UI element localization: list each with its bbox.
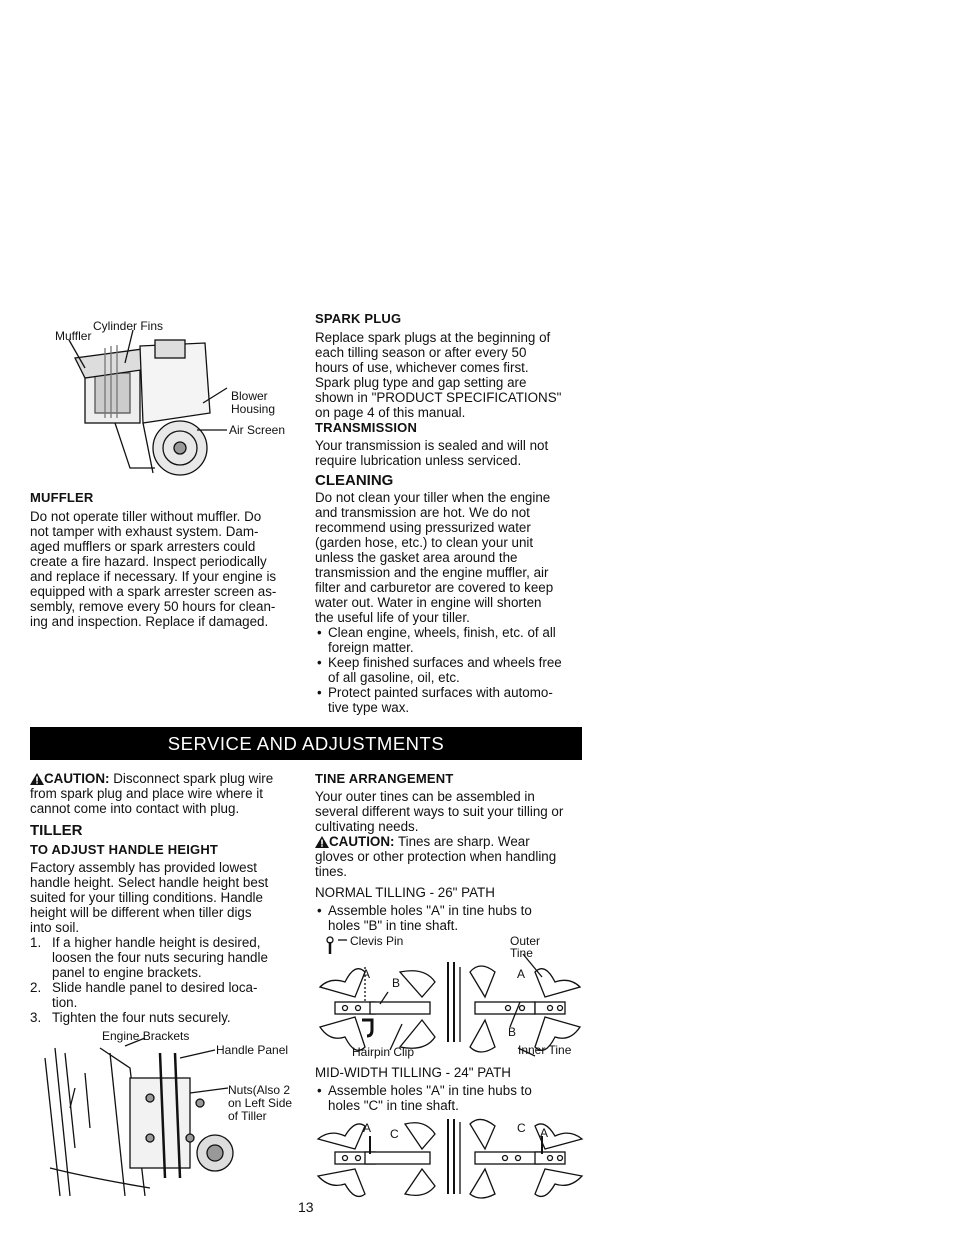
muffler-line: ing and inspection. Replace if damaged.	[30, 614, 269, 629]
tine-caution-text: Tines are sharp. Wear	[397, 834, 530, 849]
engine-brackets-label: Engine Brackets	[102, 1029, 190, 1043]
tiller-line: into soil.	[30, 920, 80, 935]
tiller-heading: TILLER	[30, 822, 83, 839]
muffler-section	[30, 490, 300, 629]
nuts-label-line2: on Left Side	[228, 1096, 293, 1110]
mid-width-section	[315, 1065, 595, 1113]
tiller-line: height will be different when tiller digs	[30, 905, 252, 920]
cleaning-line: Do not clean your tiller when the engine	[315, 490, 551, 505]
transmission-line: Your transmission is sealed and will not	[315, 438, 549, 453]
cleaning-line: water out. Water in engine will shorten	[315, 595, 542, 610]
handle-height-heading: TO ADJUST HANDLE HEIGHT	[30, 842, 219, 857]
blower-label: Blower	[231, 389, 268, 403]
cleaning-line: filter and carburetor are covered to keep	[315, 580, 554, 595]
muffler-line: create a fire hazard. Inspect periodically	[30, 554, 267, 569]
spark-plug-line: hours of use, whichever comes first.	[315, 360, 529, 375]
cleaning-line: transmission and the engine muffler, air	[315, 565, 549, 580]
spark-plug-line: on page 4 of this manual.	[315, 405, 466, 420]
tine-label: Tine	[510, 946, 533, 960]
muffler-line: equipped with a spark arrester screen as-	[30, 584, 277, 599]
right-upper-column	[315, 311, 590, 715]
caution-text: Disconnect spark plug wire	[113, 771, 274, 786]
transmission-line: require lubrication unless serviced.	[315, 453, 522, 468]
cleaning-line: recommend using pressurized water	[315, 520, 531, 535]
caution-line: cannot come into contact with plug.	[30, 801, 240, 816]
cleaning-heading: CLEANING	[315, 472, 394, 489]
list-item: • Assemble holes "A" in tine hubs to holes "C" in tine shaft.	[315, 1083, 595, 1113]
air-screen-label: Air Screen	[229, 423, 286, 437]
muffler-line: aged mufflers or spark arresters could	[30, 539, 256, 554]
mid-width-list	[315, 1083, 595, 1113]
hole-a-left-label: A	[362, 967, 371, 981]
hole-c-right-label: C	[517, 1121, 526, 1135]
engine-figure	[55, 318, 295, 478]
muffler-line: and replace if necessary. If your engine is	[30, 569, 277, 584]
list-item: • Protect painted surfaces with automo- tive type wax.	[315, 685, 590, 715]
caution-paragraph	[30, 771, 300, 786]
hole-b-right-label: B	[508, 1025, 517, 1039]
nuts-label-line1: Nuts(Also 2	[228, 1083, 291, 1097]
tine-caution-paragraph	[315, 834, 595, 849]
tine-line: cultivating needs.	[315, 819, 419, 834]
muffler-label: Muffler	[55, 329, 92, 343]
cleaning-line: the useful life of your tiller.	[315, 610, 470, 625]
tine-caution-line: tines.	[315, 864, 348, 879]
muffler-line: Do not operate tiller without muffler. Do	[30, 509, 262, 524]
spark-plug-line: each tilling season or after every 50	[315, 345, 527, 360]
muffler-line: not tamper with exhaust system. Dam-	[30, 524, 259, 539]
right-lower-column	[315, 771, 595, 933]
muffler-heading: MUFFLER	[30, 490, 94, 505]
cleaning-line: and transmission are hot. We do not	[315, 505, 530, 520]
tiller-line: suited for your tilling conditions. Handle	[30, 890, 263, 905]
warning-triangle-icon	[315, 836, 329, 848]
normal-tilling-list	[315, 903, 595, 933]
list-item: 2. Slide handle panel to desired loca- tion.	[30, 980, 258, 1010]
mid-width-heading: MID-WIDTH TILLING - 24" PATH	[315, 1065, 511, 1080]
hole-a-left-label: A	[363, 1121, 372, 1135]
hole-c-left-label: C	[390, 1127, 399, 1141]
page-number: 13	[298, 1199, 314, 1215]
cylinder-fins-label: Cylinder Fins	[93, 319, 164, 333]
hole-b-left-label: B	[392, 976, 401, 990]
normal-tilling-heading: NORMAL TILLING - 26" PATH	[315, 885, 495, 900]
cleaning-line: (garden hose, etc.) to clean your unit	[315, 535, 534, 550]
tiller-line: Factory assembly has provided lowest	[30, 860, 257, 875]
tine-caution-label: CAUTION:	[329, 834, 395, 849]
outer-label: Outer	[510, 934, 541, 948]
spark-plug-line: shown in "PRODUCT SPECIFICATIONS"	[315, 390, 562, 405]
section-banner: SERVICE AND ADJUSTMENTS	[30, 727, 582, 760]
list-item: • Assemble holes "A" in tine hubs to holes "B" in tine shaft.	[315, 903, 595, 933]
left-lower-column	[30, 771, 300, 1025]
tine-line: several different ways to suit your tilling or	[315, 804, 564, 819]
tine-arrangement-heading: TINE ARRANGEMENT	[315, 771, 454, 786]
handle-figure	[30, 1028, 300, 1196]
warning-triangle-icon	[30, 773, 44, 785]
clevis-pin-label: Clevis Pin	[350, 934, 404, 948]
spark-plug-line: Spark plug type and gap setting are	[315, 375, 527, 390]
hole-a-right-label: A	[540, 1126, 549, 1140]
list-item: • Keep finished surfaces and wheels free of all gasoline, oil, etc.	[315, 655, 590, 685]
tine-line: Your outer tines can be assembled in	[315, 789, 535, 804]
hole-a-right-label: A	[517, 967, 526, 981]
tiller-line: handle height. Select handle height best	[30, 875, 269, 890]
spark-plug-heading: SPARK PLUG	[315, 311, 402, 326]
caution-line: from spark plug and place wire where it	[30, 786, 263, 801]
list-item: 1. If a higher handle height is desired, loosen the four nuts securing handle panel to engine brackets.	[30, 935, 268, 980]
nuts-label-line3: of Tiller	[228, 1109, 267, 1123]
list-item: 3. Tighten the four nuts securely.	[30, 1010, 231, 1025]
list-item: • Clean engine, wheels, finish, etc. of all foreign matter.	[315, 625, 590, 655]
handle-steps-list	[30, 935, 300, 1025]
tine-figure-mid	[310, 1114, 590, 1202]
transmission-heading: TRANSMISSION	[315, 420, 418, 435]
handle-panel-label: Handle Panel	[216, 1043, 289, 1057]
tine-figure-normal	[310, 932, 590, 1062]
inner-tine-label: Inner Tine	[518, 1043, 572, 1057]
housing-label: Housing	[231, 402, 276, 416]
muffler-line: sembly, remove every 50 hours for clean-	[30, 599, 276, 614]
spark-plug-line: Replace spark plugs at the beginning of	[315, 330, 551, 345]
caution-label: CAUTION:	[44, 771, 110, 786]
cleaning-bullet-list	[315, 625, 590, 715]
tine-caution-line: gloves or other protection when handling	[315, 849, 557, 864]
hairpin-clip-label: Hairpin Clip	[352, 1045, 415, 1059]
cleaning-line: unless the gasket area around the	[315, 550, 518, 565]
